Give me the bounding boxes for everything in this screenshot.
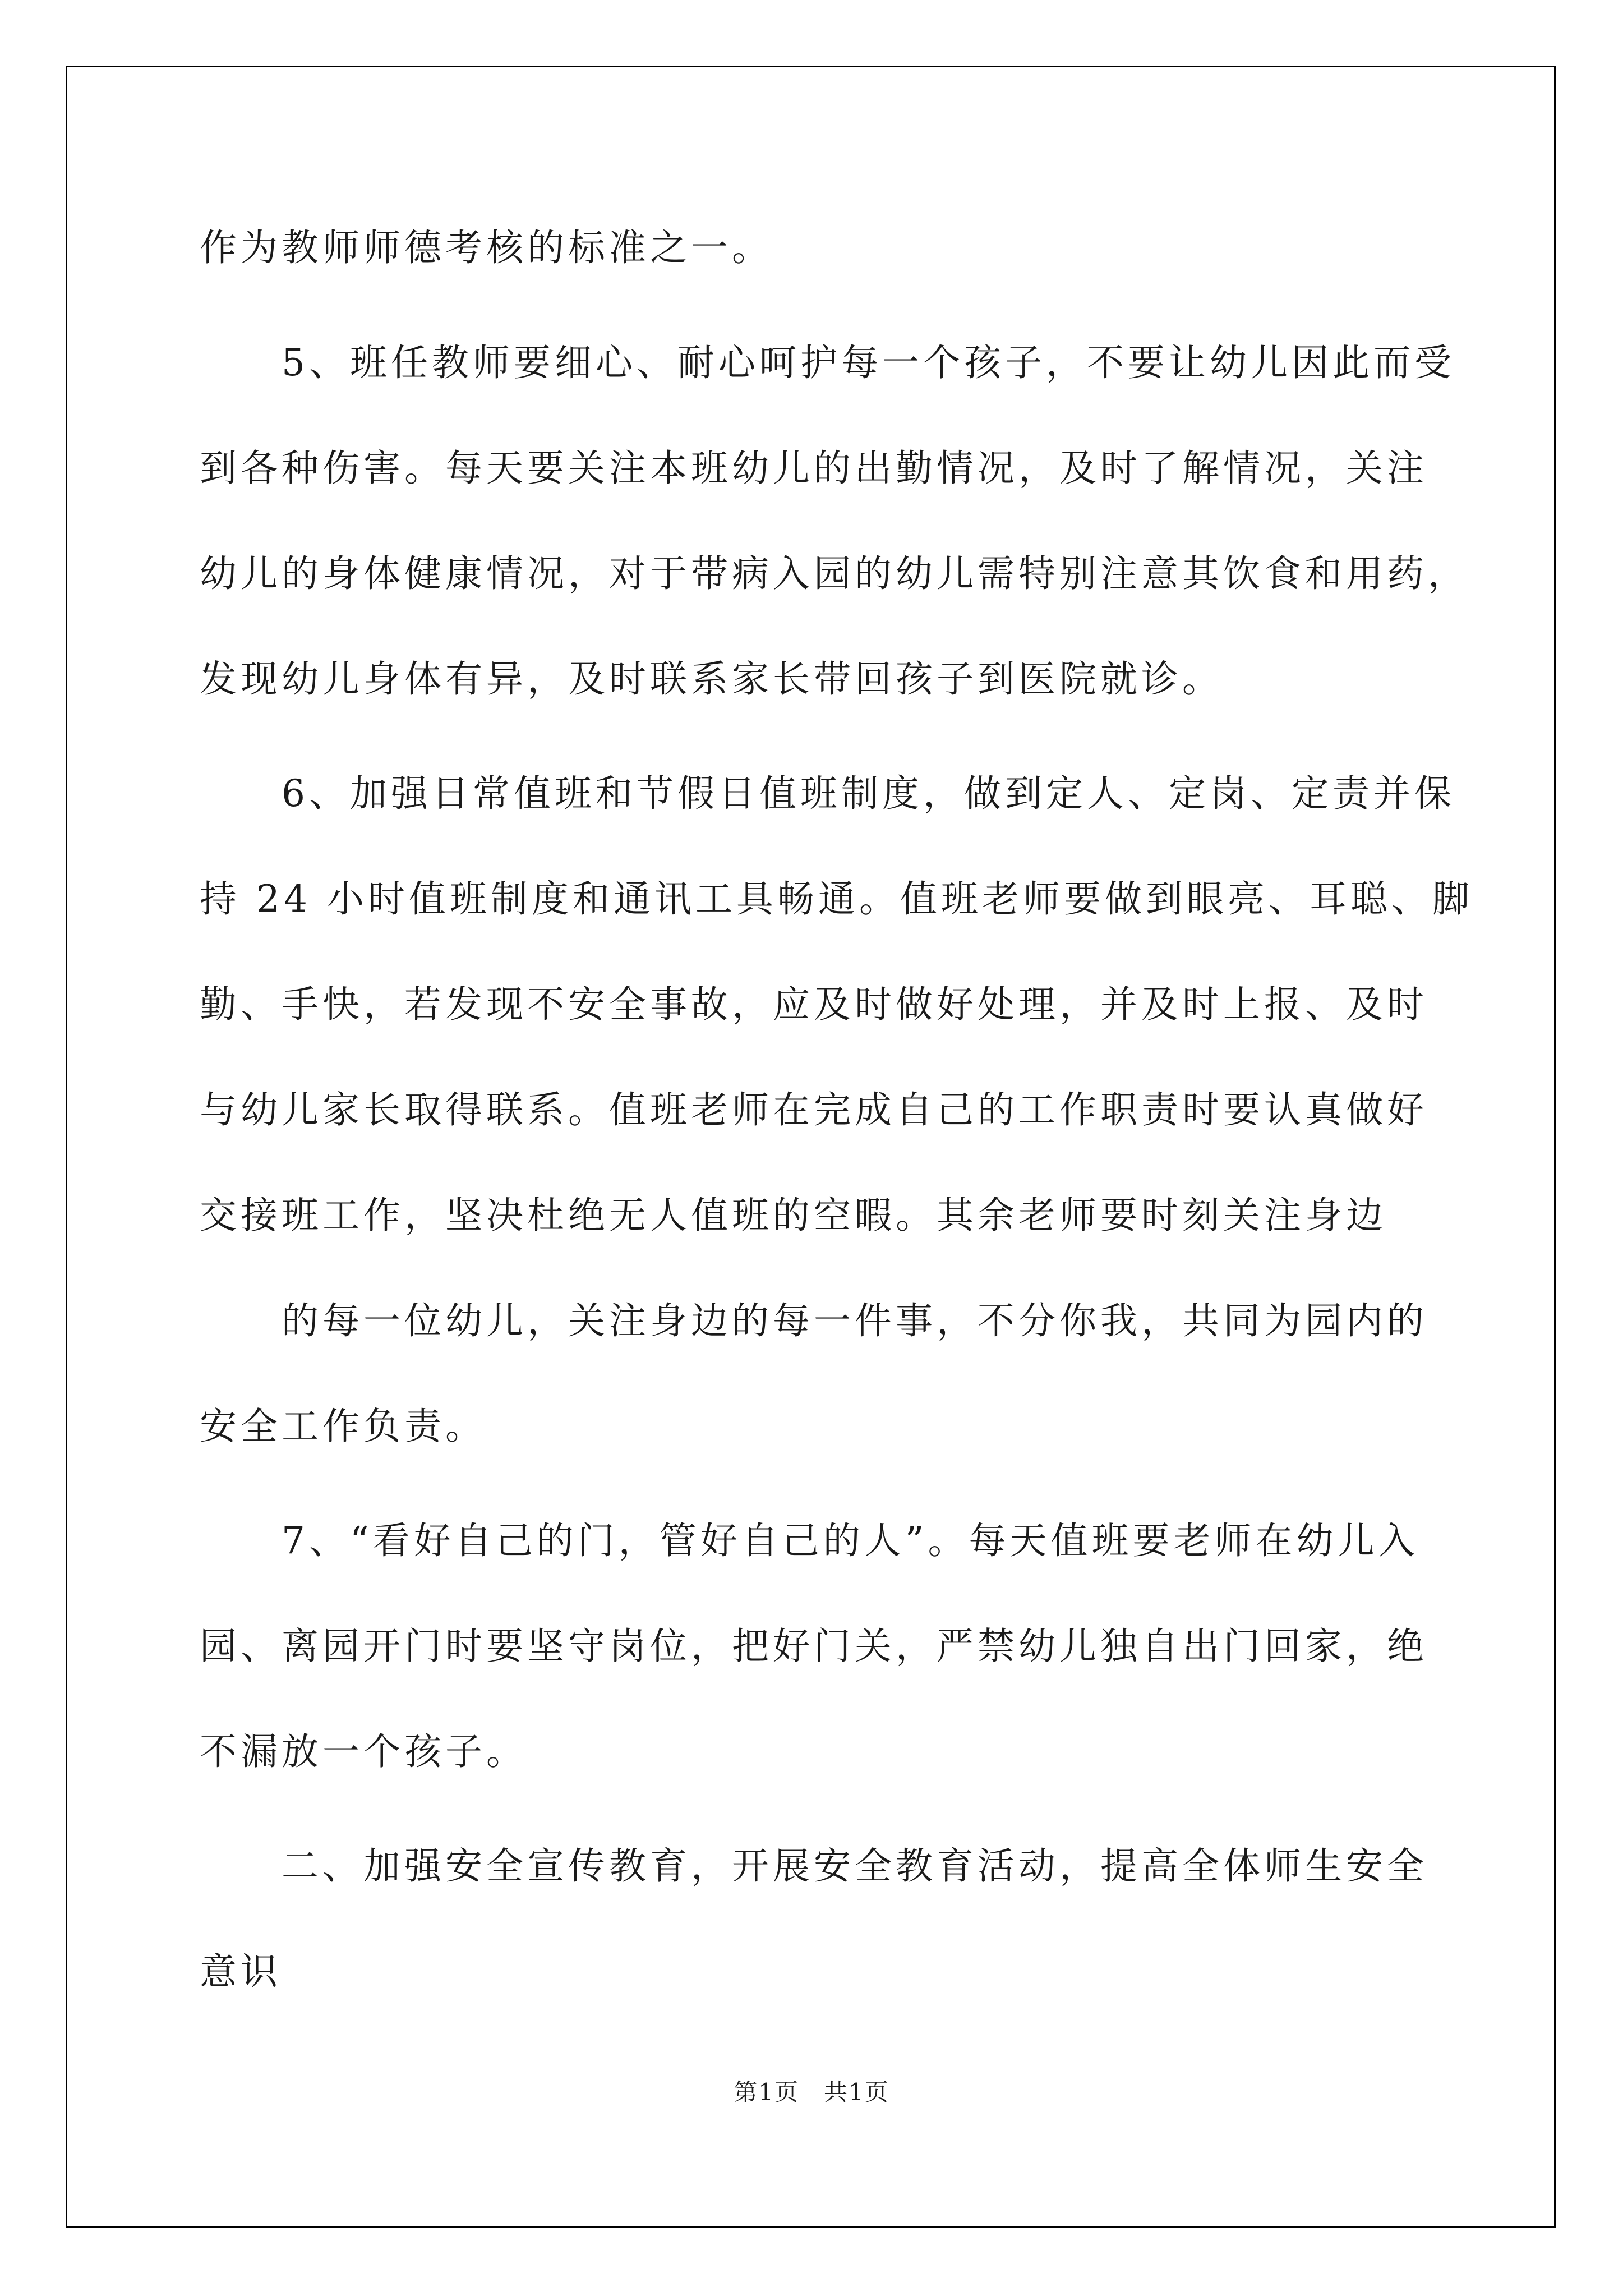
- text-line: 作为教师师德考核的标准之一。: [200, 226, 773, 269]
- text-line: 发现幼儿身体有异，及时联系家长带回孩子到医院就诊。: [200, 657, 1223, 701]
- text-line: 与幼儿家长取得联系。值班老师在完成自己的工作职责时要认真做好: [200, 1088, 1428, 1131]
- text-line: 二、加强安全宣传教育，开展安全教育活动，提高全体师生安全: [282, 1844, 1428, 1888]
- text-line: 不漏放一个孩子。: [200, 1730, 527, 1773]
- text-line: 园、离园开门时要坚守岗位，把好门关，严禁幼儿独自出门回家，绝: [200, 1625, 1428, 1668]
- text-line: 持 24 小时值班制度和通讯工具畅通。值班老师要做到眼亮、耳聪、脚: [200, 877, 1473, 921]
- page-footer: 第1页 共1页: [734, 2078, 889, 2106]
- text-line: 7、“看好自己的门，管好自己的人”。每天值班要老师在幼儿入: [282, 1519, 1419, 1562]
- text-line: 6、加强日常值班和节假日值班制度，做到定人、定岗、定责并保: [282, 772, 1455, 815]
- text-line: 幼儿的身体健康情况，对于带病入园的幼儿需特别注意其饮食和用药，: [200, 552, 1469, 595]
- text-line: 勤、手快，若发现不安全事故，应及时做好处理，并及时上报、及时: [200, 983, 1428, 1026]
- text-line: 交接班工作，坚决杜绝无人值班的空暇。其余老师要时刻关注身边: [200, 1194, 1387, 1237]
- page-border: [66, 66, 1556, 2228]
- text-line: 意识: [200, 1950, 282, 1993]
- text-line: 的每一位幼儿，关注身边的每一件事，不分你我，共同为园内的: [282, 1299, 1428, 1342]
- text-line: 安全工作负责。: [200, 1405, 486, 1448]
- text-line: 5、班任教师要细心、耐心呵护每一个孩子，不要让幼儿因此而受: [282, 341, 1455, 384]
- text-line: 到各种伤害。每天要关注本班幼儿的出勤情况，及时了解情况，关注: [200, 447, 1428, 490]
